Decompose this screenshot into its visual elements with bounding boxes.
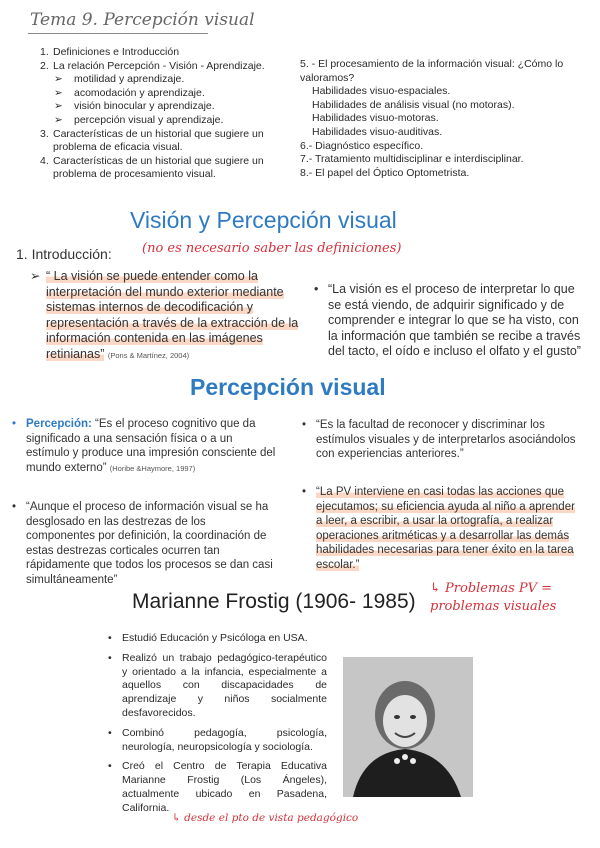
- frostig-item-text: Estudió Educación y Psicóloga en USA.: [122, 632, 308, 644]
- toc-right: [300, 58, 580, 180]
- frostig-item-text: Realizó un trabajo pedagógico-terapéutico y orientado a la infancia, especialmente a aquellos con discapacidades de aprendizaje y niños socialmente desfavorecidos.: [122, 651, 327, 719]
- frostig-item-text: Combinó pedagogía, psicología, neurología, neuropsicología y sociología.: [122, 726, 327, 753]
- toc-left-text: visión binocular y aprendizaje.: [74, 100, 215, 113]
- frostig-list-item: [108, 726, 327, 755]
- toc-right-item: 7.- Tratamiento multidisciplinar e interdisciplinar.: [300, 153, 524, 166]
- toc-left-item: [40, 60, 275, 74]
- quote-processing: [12, 500, 276, 587]
- bullet-icon: •: [314, 282, 319, 296]
- section-title-perception: Percepción visual: [190, 374, 386, 400]
- quote-vision-right-text: “La visión es el proceso de interpretar lo que se está viendo, de adquirir significado y de comprender e integrar lo que se ha visto, con la información que también se recibe a través del tacto, el oído e incluso el olfato y el gusto”: [328, 282, 581, 358]
- toc-left-text: Características de un historial que sugiere un problema de eficacia visual.: [53, 127, 264, 154]
- toc-right-item: 5. - El procesamiento de la información visual: ¿Cómo lo valoramos?: [300, 58, 564, 84]
- section-title-frostig: Marianne Frostig (1906- 1985): [132, 590, 416, 613]
- toc-left-item: [40, 128, 275, 155]
- page-title: Tema 9. Percepción visual: [30, 10, 255, 30]
- toc-left-text: Definiciones e Introducción: [53, 46, 180, 58]
- quote-vision-left: [30, 269, 304, 363]
- handnote-pv: ↳ Problemas PV = problemas visuales: [430, 581, 557, 614]
- toc-right-item: 6.- Diagnóstico específico.: [300, 139, 424, 152]
- quote-vision-left-cite: (Pons & Martínez, 2004): [107, 350, 190, 360]
- toc-left-item: [40, 114, 275, 128]
- toc-left-item: [40, 87, 275, 101]
- arrow-bullet-icon: ➢: [54, 86, 63, 99]
- quote-vision-right: [314, 282, 586, 360]
- toc-right-item: Habilidades de análisis visual (no motoras).: [312, 98, 515, 111]
- quote-faculty-text: “Es la facultad de reconocer y discriminar los estímulos visuales y de interpretarlos asociándolos con experiencias anteriores.”: [316, 419, 576, 460]
- quote-faculty: [302, 418, 581, 462]
- frostig-list: [108, 632, 327, 822]
- arrow-bullet-icon: ➢: [54, 113, 63, 126]
- toc-right-item: 8.- El papel del Óptico Optometrista.: [300, 166, 470, 179]
- arrow-bullet-icon: ➢: [30, 269, 41, 283]
- bullet-icon: •: [108, 760, 112, 773]
- section-title-vision: Visión y Percepción visual: [130, 207, 397, 233]
- toc-right-item: Habilidades visuo-motoras.: [312, 112, 439, 125]
- portrait-image: [343, 657, 473, 797]
- bullet-icon: •: [302, 486, 307, 498]
- portrait-photo: [343, 657, 473, 797]
- definition-label: Percepción:: [26, 418, 92, 430]
- frostig-list-item: [108, 632, 327, 646]
- toc-right-item: Habilidades visuo-auditivas.: [312, 125, 443, 138]
- toc-left-item: [40, 73, 275, 87]
- quote-pv-school: [302, 485, 584, 572]
- quote-pv-school-text: “La PV interviene en casi todas las acciones que ejecutamos; su eficiencia ayuda al niño a aprender a leer, a escribir, a usar la ortografía, a realizar operaciones aritméticas y a desarrollar las demás habilidades necesarias para tener éxito en la tarea escolar.”: [316, 486, 575, 571]
- toc-number: 4.: [40, 154, 49, 167]
- quote-vision-left-text: “ La visión se puede entender como la interpretación del mundo exterior mediante sistemas internos de decodificación y representación a través de la extracción de la información contenida en las imágenes retinianas”: [46, 269, 299, 361]
- definition-perception: [12, 417, 276, 476]
- bullet-icon: •: [12, 418, 17, 430]
- toc-left-text: La relación Percepción - Visión - Aprendizaje.: [53, 59, 265, 72]
- toc-number: 1.: [40, 46, 49, 58]
- bullet-icon: •: [108, 632, 112, 644]
- toc-left-text: acomodación y aprendizaje.: [74, 86, 205, 99]
- title-underline: [28, 33, 208, 34]
- definition-cite: (Horibe &Haymore, 1997): [109, 463, 196, 473]
- bullet-icon: •: [12, 501, 17, 513]
- bullet-icon: •: [108, 726, 112, 739]
- arrow-bullet-icon: ➢: [54, 73, 63, 86]
- toc-left-item: [40, 100, 275, 114]
- toc-number: 2.: [40, 59, 49, 72]
- definition-text: “Es el proceso cognitivo que da significado a una sensación física o a un estímulo y produce una impresión consciente del mundo externo”: [26, 418, 276, 474]
- arrow-bullet-icon: ➢: [54, 100, 63, 113]
- frostig-list-item: [108, 651, 327, 721]
- bullet-icon: •: [108, 651, 112, 664]
- toc-number: 3.: [40, 127, 49, 140]
- intro-heading: 1. Introducción:: [16, 246, 112, 262]
- toc-right-item: Habilidades visuo-espaciales.: [312, 85, 451, 98]
- handnote-pedagogic: ↳ desde el pto de vista pedagógico: [172, 812, 359, 824]
- toc-left-text: percepción visual y aprendizaje.: [74, 113, 224, 126]
- handnote-definitions: (no es necesario saber las definiciones): [142, 241, 402, 256]
- frostig-list-item: [108, 760, 327, 815]
- toc-left: [40, 46, 275, 182]
- toc-left-text: Características de un historial que sugiere un problema de procesamiento visual.: [53, 154, 264, 181]
- toc-left-text: motilidad y aprendizaje.: [74, 73, 185, 86]
- quote-processing-text: “Aunque el proceso de información visual se ha desglosado en las destrezas de los componentes por definición, la coordinación de estas destrezas corticales ocurren tan rápidamente que todos los procesos se dan casi simultáneamente”: [26, 501, 273, 586]
- frostig-item-text: Creó el Centro de Terapia Educativa Marianne Frostig (Los Ángeles), actualmente ubicado en Pasadena, California.: [122, 760, 327, 814]
- bullet-icon: •: [302, 419, 307, 431]
- toc-left-item: [40, 155, 275, 182]
- toc-left-item: [40, 46, 275, 60]
